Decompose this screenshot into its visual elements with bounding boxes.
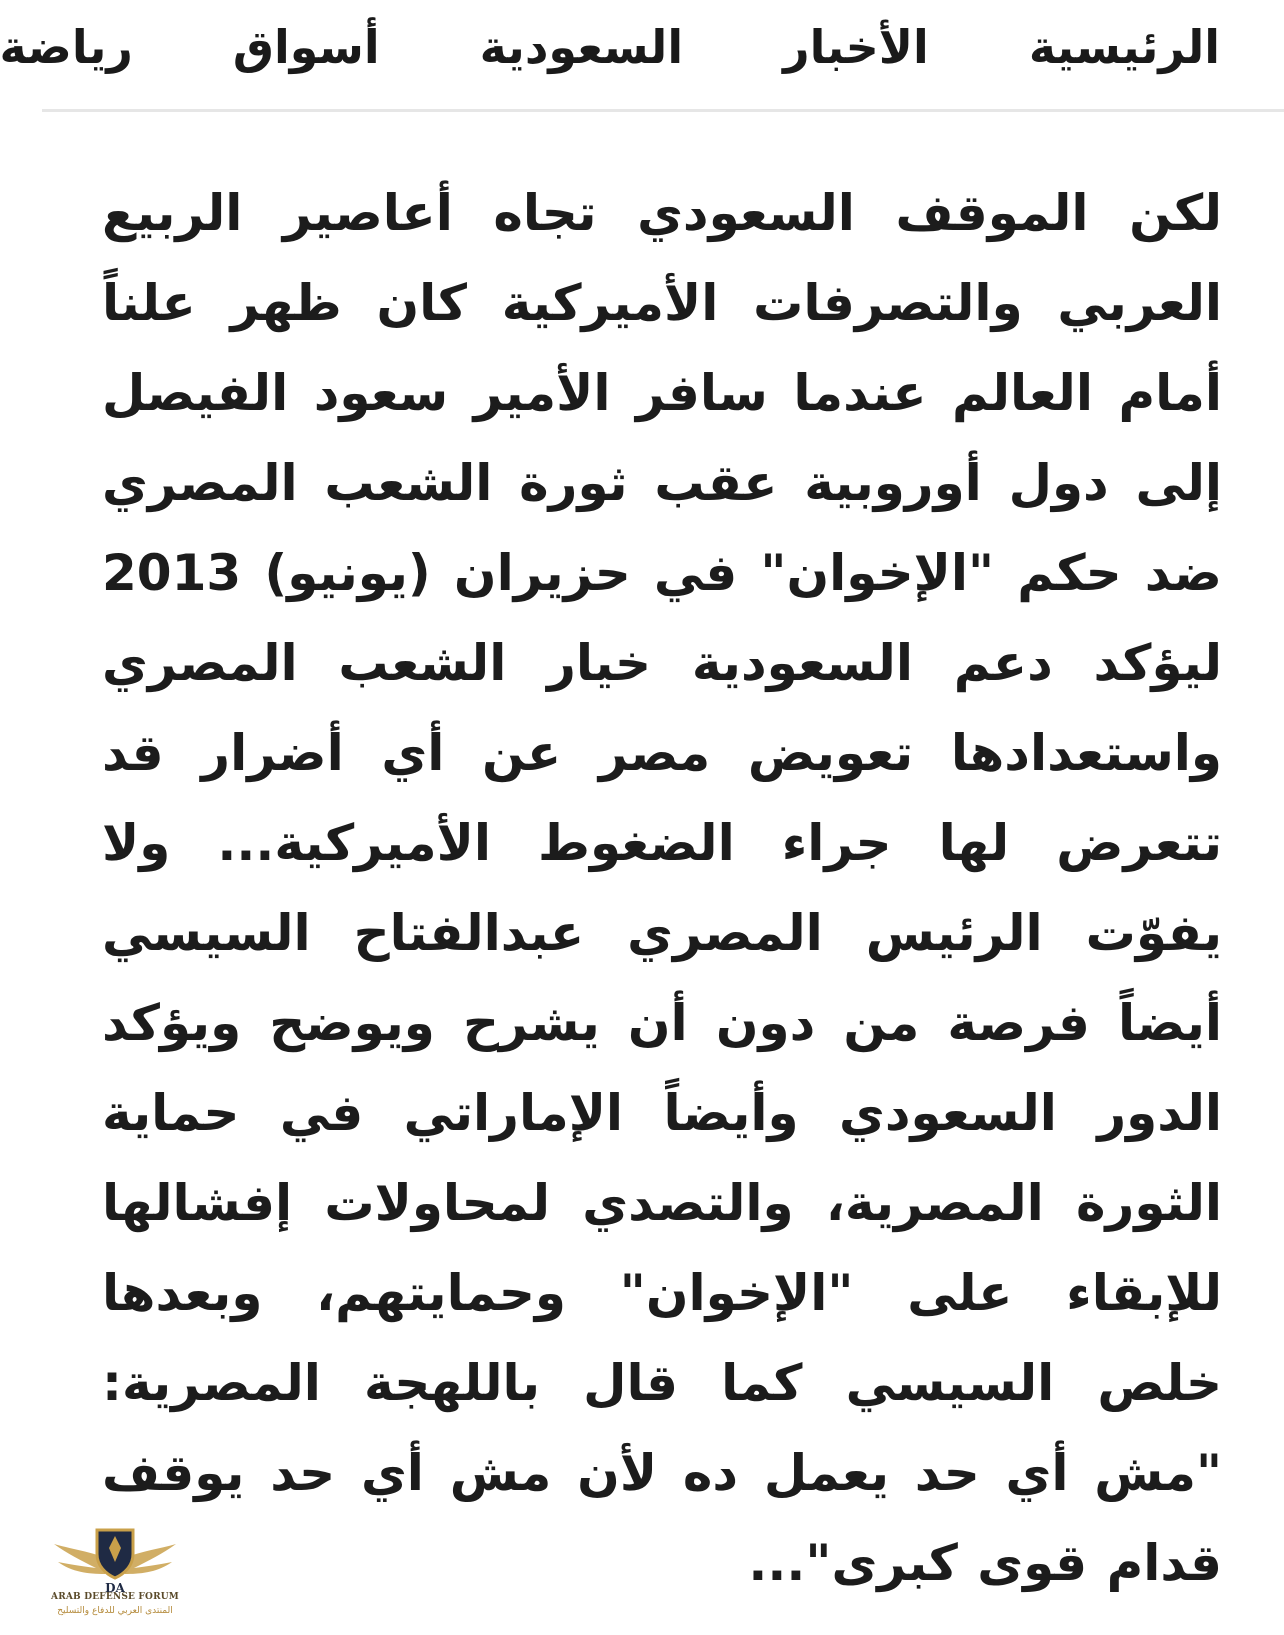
shield-wings-icon [50, 1522, 180, 1597]
nav-item-home[interactable]: الرئيسية [1028, 19, 1220, 74]
watermark-name-en: ARAB DEFENSE FORUM [51, 1592, 179, 1602]
forum-watermark-logo [50, 1522, 180, 1627]
nav-list [0, 0, 1284, 109]
nav-item-markets[interactable]: أسواق [232, 19, 380, 74]
top-navigation [0, 0, 1284, 112]
article-paragraph: لكن الموقف السعودي تجاه أعاصير الربيع العربي والتصرفات الأميركية كان ظهر علناً أمام العالم عندما سافر الأمير سعود الفيصل إلى دول أوروبية عقب ثورة الشعب المصري ضد حكم "الإخوان" في حزيران (يونيو) 2013 ليؤكد دعم السعودية خيار الشعب المصري واستعدادها تعويض مصر عن أي أضرار قد تتعرض لها جراء الضغوط الأميركية... ولا يفوّت الرئيس المصري عبدالفتاح السيسي أيضاً فرصة من دون أن يشرح ويوضح ويؤكد الدور السعودي وأيضاً الإماراتي في حماية الثورة المصرية، والتصدي لمحاولات إفشالها للإبقاء على "الإخوان" وحمايتهم، وبعدها خلص السيسي كما قال باللهجة المصرية: "مش أي حد يعمل ده لأن مش أي حد يوقف قدام قوى كبرى"... [102, 184, 1222, 1592]
nav-item-news[interactable]: الأخبار [783, 19, 929, 74]
nav-item-sports[interactable]: رياضة [0, 19, 133, 74]
nav-item-saudi[interactable]: السعودية [479, 19, 684, 74]
watermark-monogram: DA [105, 1581, 125, 1595]
article-body [102, 168, 1222, 1608]
watermark-name-ar: المنتدى العربي للدفاع والتسليح [57, 1606, 173, 1616]
